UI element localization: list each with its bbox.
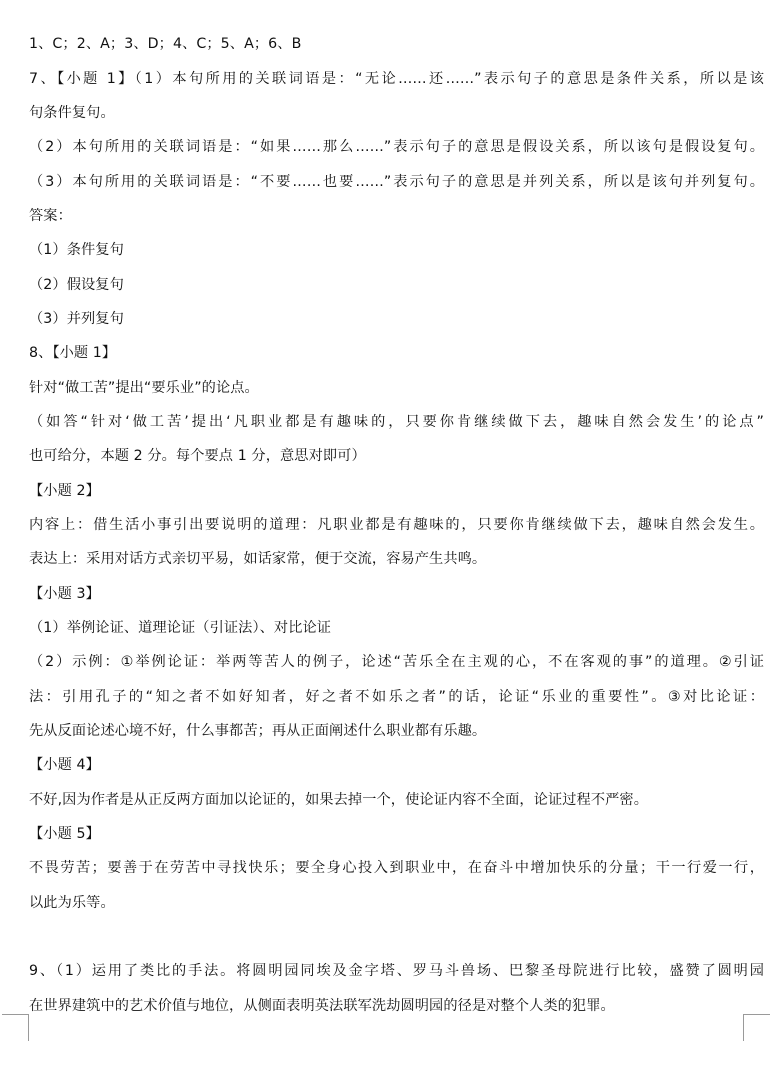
answer-line-8-1a: 针对“做工苦”提出“要乐业”的论点。 <box>29 380 259 396</box>
subquestion-4-heading: 【小题 4】 <box>29 757 100 773</box>
answer-line-8-3c: 法：引用孔子的“知之者不如好知者，好之者不如乐之者”的话，论证“乐业的重要性”。③对比论证： <box>29 689 764 705</box>
answer-line-8-2b: 表达上：采用对话方式亲切平易，如话家常，便于交流，容易产生共鸣。 <box>29 551 487 567</box>
subquestion-5-heading: 【小题 5】 <box>29 826 100 842</box>
answer-line-7-2: （2）本句所用的关联词语是：“如果……那么……”表示句子的意思是假设关系，所以该句是假设复句。 <box>29 139 764 155</box>
question-8-heading: 8、【小题 1】 <box>29 345 117 361</box>
answer-item-2: （2）假设复句 <box>29 277 124 293</box>
answer-line-7-3: （3）本句所用的关联词语是：“不要……也要……”表示句子的意思是并列关系，所以是该句并列复句。 <box>29 174 764 190</box>
answer-line-8-5a: 不畏劳苦；要善于在劳苦中寻找快乐；要全身心投入到职业中，在奋斗中增加快乐的分量；干一行爱一行， <box>29 860 764 876</box>
answer-line-8-2a: 内容上：借生活小事引出要说明的道理：凡职业都是有趣味的，只要你肯继续做下去，趣味自然会发生。 <box>29 517 764 533</box>
answer-item-1: （1）条件复句 <box>29 242 124 258</box>
margin-corner-mark-left <box>2 1014 29 1041</box>
answer-line-8-5b: 以此为乐等。 <box>29 895 115 911</box>
answer-line-8-3b: （2）示例：①举例论证：举两等苦人的例子，论述“苦乐全在主观的心，不在客观的事”的道理。②引证 <box>29 654 764 670</box>
answer-line-9-1a: 9、（1）运用了类比的手法。将圆明园同埃及金字塔、罗马斗兽场、巴黎圣母院进行比较，盛赞了圆明园 <box>29 963 764 979</box>
answer-line-9-1b: 在世界建筑中的艺术价值与地位，从侧面表明英法联军洗劫圆明园的径是对整个人类的犯罪。 <box>29 998 615 1014</box>
answer-line-mc: 1、C；2、A；3、D；4、C；5、A；6、B <box>29 36 302 52</box>
subquestion-3-heading: 【小题 3】 <box>29 586 100 602</box>
answer-line-8-4: 不好,因为作者是从正反两方面加以论证的，如果去掉一个，使论证内容不全面，论证过程不严密。 <box>29 792 648 808</box>
margin-corner-mark-right <box>743 1014 770 1041</box>
answer-line-7-1b: 句条件复句。 <box>29 105 115 121</box>
answer-line-8-1c: 也可给分，本题 2 分。每个要点 1 分，意思对即可） <box>29 448 366 464</box>
subquestion-2-heading: 【小题 2】 <box>29 483 100 499</box>
answer-line-7-1a: 7、【小题 1】（1）本句所用的关联词语是：“无论……还……”表示句子的意思是条件关系，所以是该 <box>29 71 764 87</box>
answer-item-3: （3）并列复句 <box>29 311 124 327</box>
answer-line-8-3d: 先从反面论述心境不好，什么事都苦；再从正面阐述什么职业都有乐趣。 <box>29 723 487 739</box>
answer-line-8-3a: （1）举例论证、道理论证（引证法）、对比论证 <box>29 620 332 636</box>
answer-heading: 答案： <box>29 208 72 224</box>
answer-line-8-1b: （如答“针对‘做工苦’提出‘凡职业都是有趣味的，只要你肯继续做下去，趣味自然会发生’的论点” <box>29 414 764 430</box>
